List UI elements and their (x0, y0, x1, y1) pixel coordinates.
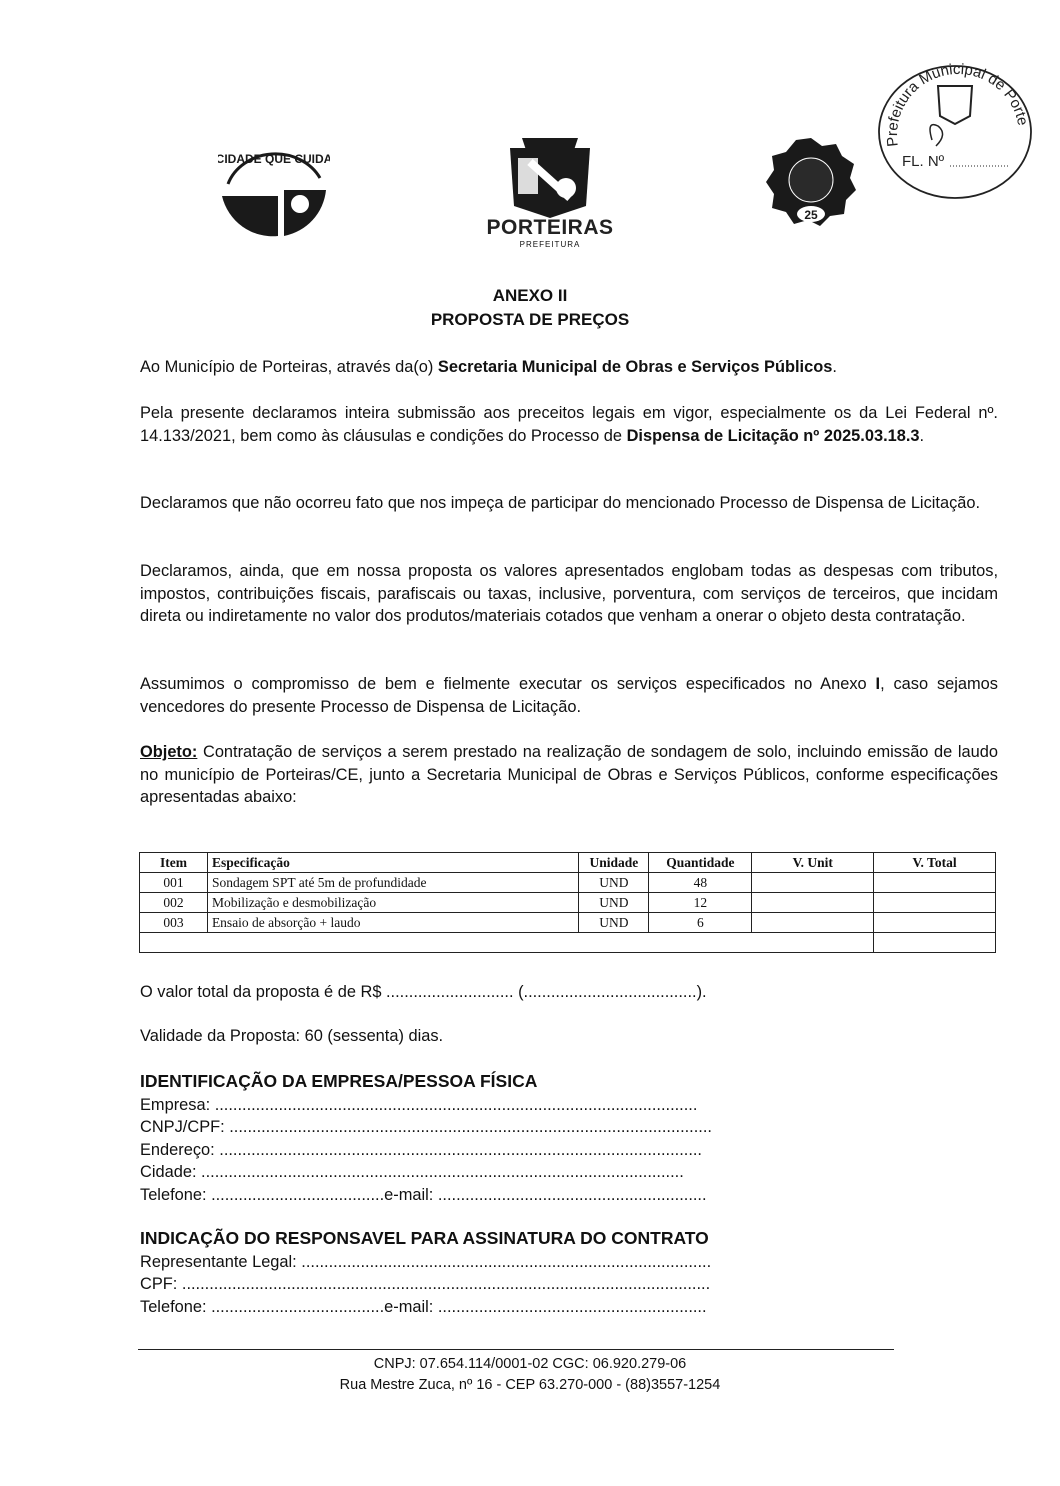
cell-item: 003 (140, 913, 208, 933)
p1-prefix: Ao Município de Porteiras, através da(o) (140, 358, 438, 376)
seal-number: 25 (804, 208, 818, 222)
paragraph-submission (140, 402, 998, 447)
cell-quantidade: 48 (649, 873, 752, 893)
paragraph-no-impediment: Declaramos que não ocorreu fato que nos impeça de participar do mencionado Processo de Dispensa de Licitação. (140, 494, 981, 512)
field-telefone-email: Telefone: ......................................e-mail: ........................................................... (140, 1186, 707, 1204)
cell-v-total (874, 893, 996, 913)
p2-dispensa: Dispensa de Licitação nº 2025.03.18.3 (626, 426, 920, 445)
footer-cnpj: CNPJ: 07.654.114/0001-02 CGC: 06.920.279-06 (373, 1356, 687, 1372)
total-label-cell (140, 933, 874, 953)
p2-text: Pela presente declaramos inteira submissão aos preceitos legais em vigor, especialmente os da Lei Federal nº. 14.133/2021, bem como às cláusulas e condições do Processo de (140, 404, 998, 445)
paragraph-objeto (140, 741, 998, 809)
identificacao-title: IDENTIFICAÇÃO DA EMPRESA/PESSOA FÍSICA (140, 1071, 538, 1091)
valor-total-line: O valor total da proposta é de R$ ............................ (......................................). (140, 983, 707, 1001)
responsavel-title: INDICAÇÃO DO RESPONSAVEL PARA ASSINATURA DO CONTRATO (140, 1228, 709, 1248)
col-header-v-unit: V. Unit (752, 853, 874, 873)
cell-unidade: UND (579, 873, 649, 893)
p5-suffix: , caso sejamos vencedores do presente Processo de Dispensa de Licitação. (140, 675, 998, 716)
col-header-v-total: V. Total (874, 853, 996, 873)
p2-suffix: . (919, 426, 925, 445)
footer-divider (138, 1349, 894, 1350)
field-telefone-email-2: Telefone: ......................................e-mail: ........................................................... (140, 1298, 707, 1316)
paragraph-prices-include: Declaramos, ainda, que em nossa proposta os valores apresentados englobam todas as despesas com tributos, impostos, contribuições fiscais, parafiscais ou taxas, inclusive, porventura, com serviços de terceiros, que incidam direta ou indiretamente no valor dos produtos/materiais cotados que venham a onerar o objeto desta contratação. (140, 562, 998, 626)
field-empresa: Empresa: .......................................................................................................... (140, 1096, 698, 1114)
paragraph-addressee (140, 356, 998, 379)
table-header-row (140, 853, 996, 873)
cell-item: 002 (140, 893, 208, 913)
objeto-label: Objeto: (140, 743, 198, 761)
cell-unidade: UND (579, 893, 649, 913)
stamp-ring-text: Prefeitura Municipal de Porte (883, 60, 1032, 148)
table-total-row (140, 933, 996, 953)
cell-quantidade: 12 (649, 893, 752, 913)
cell-v-unit (752, 893, 874, 913)
field-representante: Representante Legal: .......................................................................................... (140, 1253, 712, 1271)
p1-secretaria: Secretaria Municipal de Obras e Serviços Públicos (437, 358, 833, 376)
svg-text:Prefeitura Municipal de Portei (876, 60, 1031, 147)
col-header-quantidade: Quantidade (649, 853, 752, 873)
col-header-unidade: Unidade (579, 853, 649, 873)
field-cidade: Cidade: .......................................................................................................... (140, 1163, 684, 1181)
table-row (140, 893, 996, 913)
cell-v-total (874, 873, 996, 893)
prefeitura-brand-sub: PREFEITURA (519, 240, 581, 249)
field-endereco: Endereço: .......................................................................................................... (140, 1141, 702, 1159)
cell-especificacao: Ensaio de absorção + laudo (207, 913, 578, 933)
table-row (140, 913, 996, 933)
left-logo-text-1: CIDADE QUE CUIDA (218, 152, 330, 166)
footer-address: Rua Mestre Zuca, nº 16 - CEP 63.270-000 - (88)3557-1254 (339, 1377, 721, 1393)
p1-suffix: . (832, 358, 837, 376)
porteiras-brand-name: PORTEIRAS (486, 216, 614, 239)
cell-v-unit (752, 873, 874, 893)
annex-title: ANEXO II (492, 286, 568, 305)
cell-v-unit (752, 913, 874, 933)
price-table (139, 852, 996, 953)
document-title: PROPOSTA DE PREÇOS (430, 310, 630, 329)
cell-item: 001 (140, 873, 208, 893)
total-value-cell (874, 933, 996, 953)
p5-annex: I (875, 675, 881, 693)
cell-v-total (874, 913, 996, 933)
table-row (140, 873, 996, 893)
porteiras-prefeitura-logo (470, 128, 630, 253)
cidade-que-cuida-logo (218, 138, 330, 238)
anniversary-seal-logo (762, 136, 860, 228)
cell-quantidade: 6 (649, 913, 752, 933)
objeto-text: Contratação de serviços a serem prestado na realização de sondagem de solo, incluindo emissão de laudo no município de Porteiras/CE, junto a Secretaria Municipal de Obras e Serviços Públicos, conforme especificações apresentadas abaixo: (140, 743, 998, 807)
p5-text: Assumimos o compromisso de bem e fielmente executar os serviços especificados no Anexo (140, 675, 876, 693)
col-header-item: Item (140, 853, 208, 873)
cell-unidade: UND (579, 913, 649, 933)
cell-especificacao: Mobilização e desmobilização (207, 893, 578, 913)
stamp-fl-label: FL. Nº (902, 153, 945, 170)
field-cpf: CPF: .................................................................................................................... (140, 1275, 711, 1293)
cell-especificacao: Sondagem SPT até 5m de profundidade (207, 873, 578, 893)
col-header-especificacao: Especificação (207, 853, 578, 873)
paragraph-commitment (140, 673, 998, 718)
field-cnpj-cpf: CNPJ/CPF: .......................................................................................................... (140, 1118, 712, 1136)
validade-line: Validade da Proposta: 60 (sessenta) dias. (140, 1027, 444, 1045)
municipal-stamp (876, 60, 1034, 200)
